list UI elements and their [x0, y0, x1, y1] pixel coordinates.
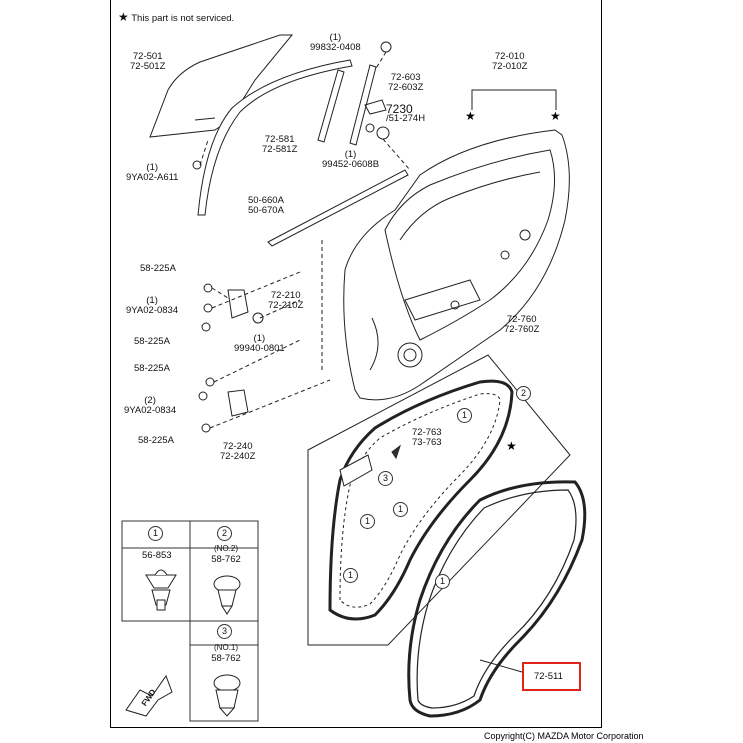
label-58-225a[interactable]	[138, 436, 174, 446]
legend-num: 1	[148, 526, 163, 541]
legend-part: 58-762	[211, 653, 241, 664]
label-line: 99832-0408	[310, 42, 361, 53]
label-line: 72-210Z	[268, 300, 304, 311]
label-line: 72-010Z	[492, 61, 528, 72]
label-58-225a[interactable]	[134, 337, 170, 347]
label-line: 99452-0608B	[322, 159, 380, 170]
callout-1[interactable]: 1	[435, 574, 450, 589]
label-line: 72-210	[270, 290, 301, 301]
label-line: 72-603Z	[388, 82, 424, 93]
label-9ya02-0834[interactable]	[126, 296, 178, 316]
highlight-72-511[interactable]	[522, 662, 581, 691]
label-line: 72-501Z	[130, 61, 166, 72]
label-line: 9YA02-A611	[126, 172, 179, 183]
label-72-240[interactable]	[220, 442, 255, 462]
label-line: 72-763	[412, 427, 442, 438]
label-line: 72-760Z	[504, 324, 540, 335]
star-icon: ★	[506, 439, 517, 453]
label-line: 72-581Z	[262, 144, 298, 155]
callout-1[interactable]: 1	[457, 408, 472, 423]
label-line: (1)	[146, 162, 159, 173]
star-icon: ★	[550, 109, 561, 123]
label-line: 99940-0801	[234, 343, 285, 354]
label-line: (2)	[144, 395, 156, 406]
legend-qty: (NO.2)	[214, 544, 238, 553]
label-line: 72-581	[264, 134, 295, 145]
weatherstrip-panel	[308, 355, 570, 645]
label-line: (1)	[253, 333, 266, 344]
label-7230[interactable]	[386, 104, 425, 124]
label-99452-0608b[interactable]	[322, 150, 379, 170]
label-line: 58-225A	[134, 363, 170, 374]
label-line: 58-225A	[138, 435, 174, 446]
label-line: 72-010	[494, 51, 525, 62]
label-50-660a[interactable]	[248, 196, 284, 216]
callout-2[interactable]: 2	[516, 386, 531, 401]
legend-qty: (NO.1)	[214, 643, 238, 652]
callout-1[interactable]: 1	[360, 514, 375, 529]
legend-num: 2	[217, 526, 232, 541]
label-line: 9YA02-0834	[126, 305, 179, 316]
label-9ya02-a611[interactable]	[126, 163, 178, 183]
callout-1[interactable]: 1	[393, 502, 408, 517]
label-72-010[interactable]	[492, 52, 527, 72]
label-99940-0801[interactable]	[234, 334, 285, 354]
label-72-763[interactable]	[412, 428, 442, 448]
legend-num: 3	[217, 624, 232, 639]
label-line: 58-225A	[140, 263, 176, 274]
label-72-603[interactable]	[388, 73, 423, 93]
label-line: 50-660A	[248, 195, 284, 206]
door-shell	[344, 130, 570, 400]
label-line: 50-670A	[248, 205, 284, 216]
lower-hinge	[228, 390, 248, 416]
label-line: 72-240Z	[220, 451, 256, 462]
label-58-225a[interactable]	[140, 264, 176, 274]
label-72-760[interactable]	[504, 315, 539, 335]
label-line: 58-225A	[134, 336, 170, 347]
label-line: 9YA02-0834	[124, 405, 177, 416]
label-72-511: 72-511	[534, 671, 563, 682]
legend-part: 58-762	[211, 554, 241, 565]
label-line: 72-240	[222, 441, 253, 452]
label-line: 72-501	[132, 51, 163, 62]
label-58-225a[interactable]	[134, 364, 170, 374]
fwd-label: FWD	[139, 687, 158, 708]
label-line: 72-603	[390, 72, 421, 83]
label-line: 73-763	[412, 437, 442, 448]
callout-3[interactable]: 3	[378, 471, 393, 486]
callout-1[interactable]: 1	[343, 568, 358, 583]
star-icon: ★	[465, 109, 476, 123]
label-line: 72-760	[506, 314, 537, 325]
note-not-serviced	[118, 12, 234, 24]
label-line: 7230	[386, 102, 413, 116]
label-72-501[interactable]	[130, 52, 165, 72]
label-9ya02-0834[interactable]	[124, 396, 176, 416]
star-icon: ★	[118, 10, 129, 24]
label-99832-0408[interactable]	[310, 33, 361, 53]
division-bar	[318, 70, 344, 142]
copyright-text: Copyright(C) MAZDA Motor Corporation	[484, 731, 644, 741]
label-line: (1)	[146, 295, 158, 306]
label-line: /51-274H	[386, 113, 426, 124]
label-72-210[interactable]	[268, 291, 303, 311]
label-72-581[interactable]	[262, 135, 297, 155]
label-line: (1)	[329, 32, 342, 43]
label-line: (1)	[344, 149, 357, 160]
legend-part: 56-853	[142, 550, 172, 561]
note-text: This part is not serviced.	[131, 13, 235, 24]
